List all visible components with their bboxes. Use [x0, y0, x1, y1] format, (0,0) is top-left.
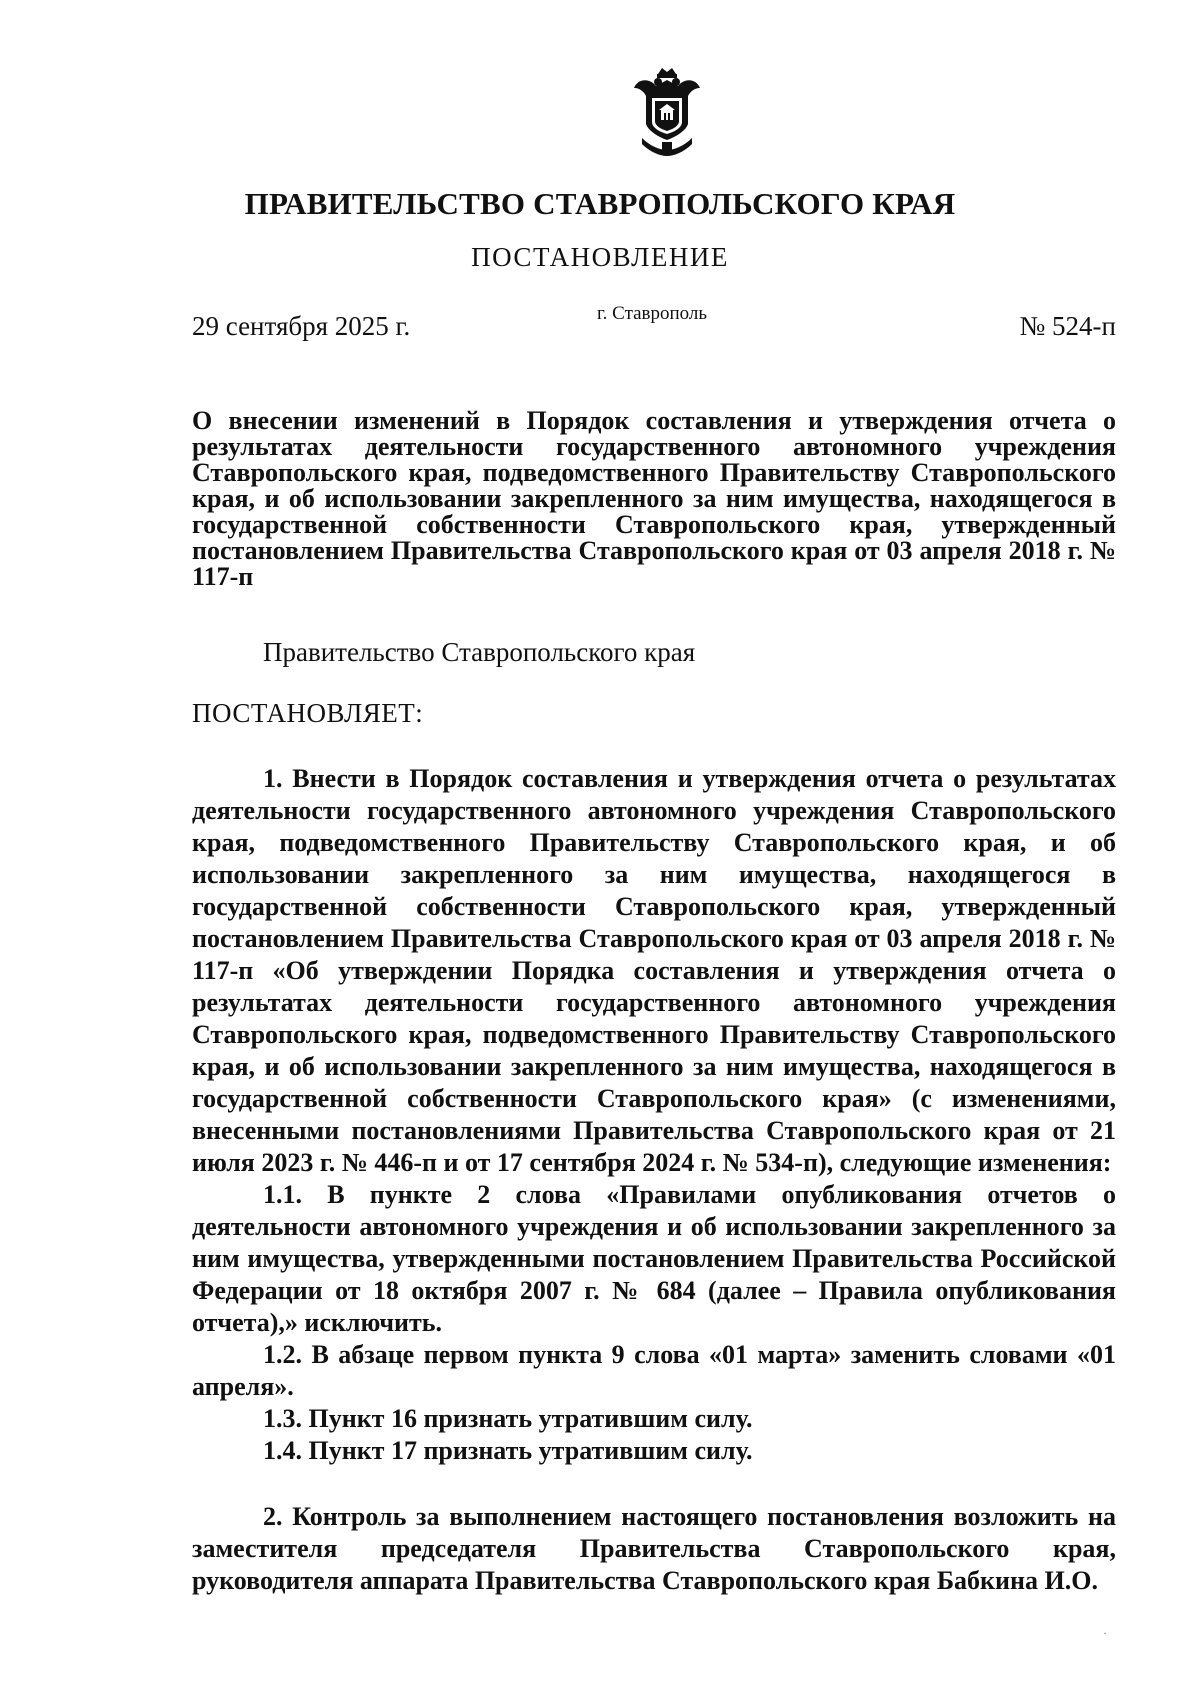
paragraph-1-1: 1.1. В пункте 2 слова «Правилами опубликования отчетов о деятельности автономного учреждения и об использовании закрепленного за ним имущества, утвержденными постановлением Правительства Российской Федерации от 18 октября 2007 г. № 684 (далее – Правила опубликования отчета),» исключить.	[192, 1180, 1116, 1337]
document-number: № 524-п	[1019, 311, 1116, 341]
document-subject: О внесении изменений в Порядок составления и утверждения отчета о результатах деятельности государственного автономного учреждения Ставропольского края, подведомственного Правительству Ставропольского края, и об использовании закрепленного за ним имущества, находящегося в государственной собственности Ставропольского края, утвержденный постановлением Правительства Ставропольского края от 03 апреля 2018 г. № 117-п	[192, 406, 1116, 591]
paragraph-1-3: 1.3. Пункт 16 признать утратившим силу.	[263, 1404, 753, 1433]
document-body	[192, 763, 1116, 1597]
paragraph-2: 2. Контроль за выполнением настоящего постановления возложить на заместителя председателя Правительства Ставропольского края, руководителя аппарата Правительства Ставропольского края Бабкина И.О.	[192, 1502, 1116, 1595]
paragraph-1-4: 1.4. Пункт 17 признать утратившим силу.	[263, 1436, 753, 1465]
preamble: Правительство Ставропольского края	[263, 637, 696, 667]
document-city: г. Ставрополь	[597, 303, 708, 324]
government-title: ПРАВИТЕЛЬСТВО СТАВРОПОЛЬСКОГО КРАЯ	[244, 186, 956, 221]
document-type: ПОСТАНОВЛЕНИЕ	[471, 242, 729, 272]
scan-speck: ·	[1103, 1626, 1107, 1640]
paragraph-1-2: 1.2. В абзаце первом пункта 9 слова «01 марта» заменить словами «01 апреля».	[192, 1340, 1116, 1401]
coat-of-arms-icon	[628, 66, 706, 158]
resolves-heading: ПОСТАНОВЛЯЕТ:	[192, 698, 424, 728]
document-date: 29 сентября 2025 г.	[192, 311, 411, 341]
paragraph-1: 1. Внести в Порядок составления и утверждения отчета о результатах деятельности государственного автономного учреждения Ставропольского края, подведомственного Правительству Ставропольского края, и об использовании закрепленного за ним имущества, находящегося в государственной собственности Ставропольского края, утвержденный постановлением Правительства Ставропольского края от 03 апреля 2018 г. № 117-п «Об утверждении Порядка составления и утверждения отчета о результатах деятельности государственного автономного учреждения Ставропольского края, подведомственного Правительству Ставропольского края, и об использовании закрепленного за ним имущества, находящегося в государственной собственности Ставропольского края» (с изменениями, внесенными постановлениями Правительства Ставропольского края от 21 июля 2023 г. № 446-п и от 17 сентября 2024 г. № 534-п), следующие изменения:	[192, 764, 1116, 1177]
